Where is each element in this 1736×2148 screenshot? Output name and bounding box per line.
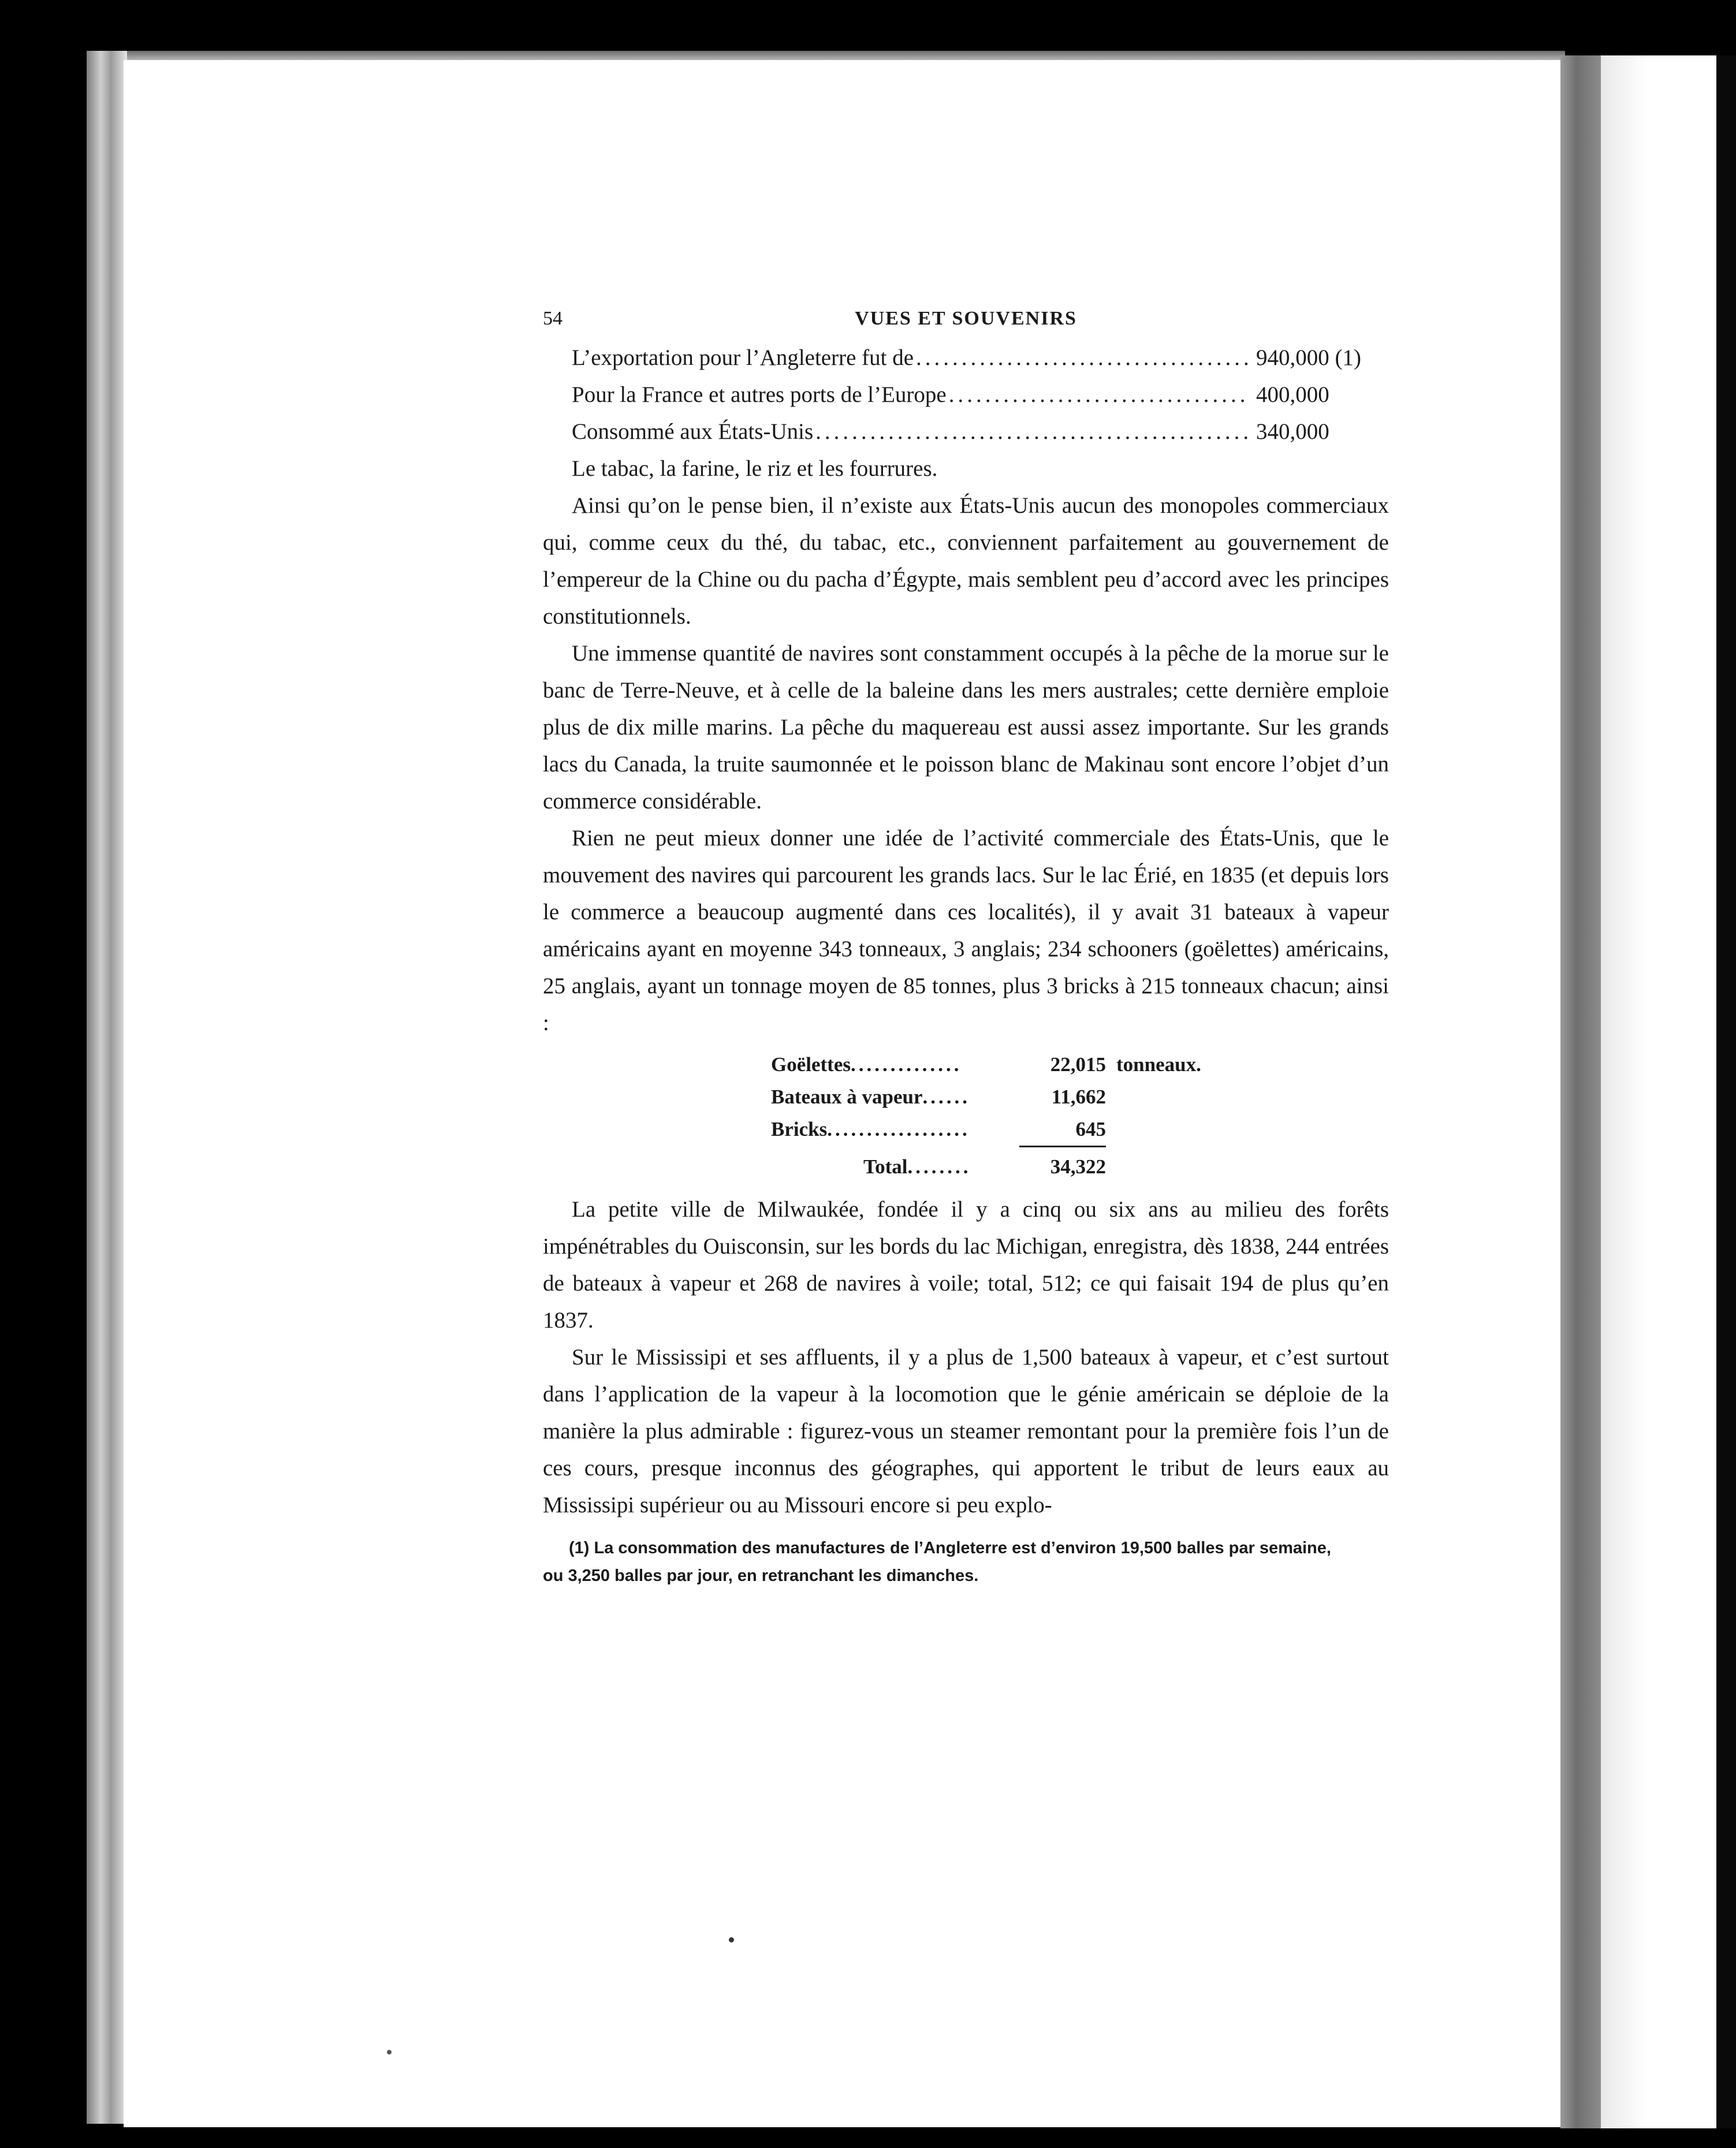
export-row <box>572 340 1389 376</box>
export-value: 400,000 <box>1256 382 1329 407</box>
tonnage-total-row <box>771 1151 1245 1183</box>
paragraph-monopoles: Ainsi qu’on le pense bien, il n’existe aux États-Unis aucun des monopoles commerciaux qui, comme ceux du thé, du tabac, etc., conviennent parfaitement au gouvernement de l’empereur de la Chine ou du pacha d’Égypte, mais semblent peu d’accord avec les principes constitutionnels. <box>543 493 1389 629</box>
total-value: 34,322 <box>1050 1155 1106 1178</box>
tonnage-row <box>771 1049 1245 1081</box>
export-label: L’exportation pour l’Angleterre fut de <box>572 345 914 370</box>
scan-speck <box>729 1937 734 1942</box>
total-label: Total <box>863 1155 908 1178</box>
scan-speck <box>387 2050 392 2054</box>
export-value: 340,000 <box>1256 419 1329 444</box>
paragraph-navires: Rien ne peut mieux donner une idée de l’activité commerciale des États-Unis, que le mouvement des navires qui parcourent les grands lacs. Sur le lac Érié, en 1835 (et depuis lors le commerce a beaucoup augmenté dans ces localités), il y avait 31 bateaux à vapeur américains ayant en moyenne 343 tonneaux, 3 anglais; 234 schooners (goëlettes) américains, 25 anglais, ayant un tonnage moyen de 85 tonnes, plus 3 bricks à 215 tonneaux chacun; ainsi : <box>543 826 1389 1035</box>
paragraph-mississipi: Sur le Mississipi et ses affluents, il y a plus de 1,500 bateaux à vapeur, et c’est surtout dans l’application de la vapeur à la locomotion que le génie américain se déploie de la manière la plus admirable : figurez-vous un steamer remontant pour la première fois l’un de ces cours, presque inconnus des géographes, qui apportent le tribut de leurs eaux au Mississipi supérieur ou au Missouri encore si peu explo- <box>543 1345 1389 1517</box>
line-tabac: Le tabac, la farine, le riz et les fourrures. <box>572 456 938 481</box>
tonnage-label: Bricks <box>771 1118 828 1140</box>
page-number: 54 <box>543 308 562 329</box>
page-stack-left-edge <box>87 51 127 2124</box>
paragraph-peche: Une immense quantité de navires sont constamment occupés à la pêche de la morue sur le banc de Terre-Neuve, et à celle de la baleine dans les mers australes; cette dernière emploie plus de dix mille marins. La pêche du maquereau est aussi assez importante. Sur les grands lacs du Canada, la truite saumonnée et le poisson blanc de Makinau sont encore l’objet d’un commerce considérable. <box>543 641 1389 814</box>
sum-rule <box>1019 1146 1106 1151</box>
page-header <box>543 300 1389 337</box>
tonnage-unit: tonneaux. <box>1116 1053 1201 1076</box>
text-block <box>543 300 1389 1590</box>
export-value: 940,000 (1) <box>1256 345 1361 370</box>
tonnage-value: 645 <box>1075 1118 1106 1140</box>
tonnage-row <box>771 1081 1245 1113</box>
dot-leader: ...... <box>922 1086 970 1108</box>
tonnage-value: 22,015 <box>1050 1053 1106 1076</box>
tonnage-label: Goëlettes <box>771 1053 851 1076</box>
footnote <box>543 1534 1389 1590</box>
dot-leader <box>949 376 1248 413</box>
export-row <box>572 413 1389 450</box>
dot-leader <box>916 340 1248 376</box>
tonnage-table <box>771 1049 1245 1183</box>
running-head: VUES ET SOUVENIRS <box>855 308 1077 329</box>
footnote-line: (1) La consommation des manufactures de l’Angleterre est d’environ 19,500 balles par semaine, <box>569 1539 1331 1557</box>
tonnage-label: Bateaux à vapeur <box>771 1086 923 1108</box>
export-label: Consommé aux États-Unis <box>572 419 814 444</box>
dot-leader: ........ <box>907 1155 971 1178</box>
tonnage-value: 11,662 <box>1051 1086 1106 1108</box>
paragraph-milwaukee: La petite ville de Milwaukée, fondée il y a cinq ou six ans au milieu des forêts impénétrables du Ouisconsin, sur les bords du lac Michigan, enregistra, dès 1838, 244 entrées de bateaux à vapeur et 268 de navires à voile; total, 512; ce qui faisait 194 de plus qu’en 1837. <box>543 1197 1389 1333</box>
scan-border <box>1716 55 1736 2128</box>
export-label: Pour la France et autres ports de l’Europe <box>572 382 947 407</box>
tonnage-row <box>771 1113 1245 1146</box>
book-gutter <box>1560 55 1601 2128</box>
export-row <box>572 376 1389 413</box>
dot-leader <box>815 413 1248 450</box>
dot-leader: .................. <box>827 1118 970 1140</box>
footnote-line: ou 3,250 balles par jour, en retranchant les dimanches. <box>543 1567 979 1585</box>
dot-leader: .............. <box>850 1053 962 1076</box>
facing-page-edge <box>1601 55 1716 2128</box>
